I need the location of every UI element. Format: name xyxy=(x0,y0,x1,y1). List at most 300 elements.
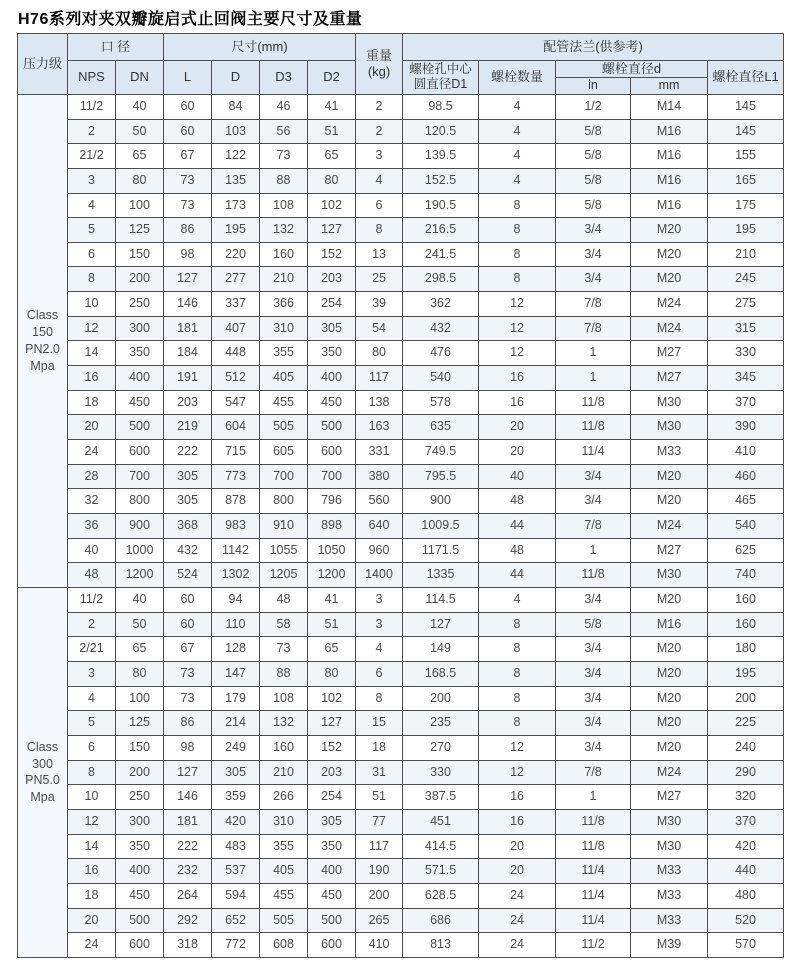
data-cell: 350 xyxy=(308,341,356,366)
data-cell: 275 xyxy=(708,292,784,317)
data-cell: 524 xyxy=(164,563,212,588)
data-cell: M30 xyxy=(631,563,708,588)
data-cell: 448 xyxy=(212,341,260,366)
data-cell: 265 xyxy=(356,908,403,933)
data-cell: 160 xyxy=(260,242,308,267)
data-cell: 3 xyxy=(68,661,116,686)
data-cell: 10 xyxy=(68,292,116,317)
data-cell: M20 xyxy=(631,735,708,760)
data-cell: 73 xyxy=(260,144,308,169)
data-cell: 6 xyxy=(356,661,403,686)
data-cell: 264 xyxy=(164,883,212,908)
data-cell: 640 xyxy=(356,514,403,539)
data-cell: 11/2 xyxy=(556,933,631,958)
data-cell: M20 xyxy=(631,588,708,613)
data-cell: 400 xyxy=(116,859,164,884)
pressure-class-cell: Class 300 PN5.0 Mpa xyxy=(18,588,68,958)
data-cell: 500 xyxy=(308,415,356,440)
data-cell: 14 xyxy=(68,834,116,859)
table-row xyxy=(18,464,784,489)
data-cell: 420 xyxy=(708,834,784,859)
header-row-1 xyxy=(18,34,784,61)
data-cell: 337 xyxy=(212,292,260,317)
data-cell: 14 xyxy=(68,341,116,366)
data-cell: M27 xyxy=(631,366,708,391)
data-cell: 58 xyxy=(260,612,308,637)
data-cell: 152 xyxy=(308,735,356,760)
data-cell: 450 xyxy=(308,390,356,415)
data-cell: 355 xyxy=(260,834,308,859)
data-cell: 80 xyxy=(308,661,356,686)
data-cell: 700 xyxy=(116,464,164,489)
data-cell: 73 xyxy=(260,637,308,662)
table-row xyxy=(18,637,784,662)
data-cell: 11/8 xyxy=(556,563,631,588)
data-cell: 191 xyxy=(164,366,212,391)
header-d3: D3 xyxy=(260,61,308,95)
data-cell: 537 xyxy=(212,859,260,884)
data-cell: 12 xyxy=(68,809,116,834)
data-cell: M27 xyxy=(631,538,708,563)
data-cell: M20 xyxy=(631,218,708,243)
data-cell: 5 xyxy=(68,218,116,243)
data-cell: 2 xyxy=(356,119,403,144)
data-cell: M20 xyxy=(631,242,708,267)
table-row xyxy=(18,834,784,859)
data-cell: 450 xyxy=(308,883,356,908)
data-cell: M33 xyxy=(631,440,708,465)
data-cell: 200 xyxy=(116,267,164,292)
table-row xyxy=(18,489,784,514)
data-cell: 12 xyxy=(479,341,556,366)
data-cell: 18 xyxy=(68,883,116,908)
data-cell: 48 xyxy=(260,588,308,613)
data-cell: 60 xyxy=(164,94,212,119)
data-cell: 15 xyxy=(356,711,403,736)
table-row xyxy=(18,538,784,563)
data-cell: 8 xyxy=(479,193,556,218)
data-cell: 25 xyxy=(356,267,403,292)
data-cell: 132 xyxy=(260,711,308,736)
data-cell: 2/21 xyxy=(68,637,116,662)
data-cell: 3/4 xyxy=(556,242,631,267)
data-cell: 108 xyxy=(260,193,308,218)
data-cell: 180 xyxy=(708,637,784,662)
table-row xyxy=(18,341,784,366)
data-cell: 608 xyxy=(260,933,308,958)
data-cell: 4 xyxy=(479,94,556,119)
data-cell: 103 xyxy=(212,119,260,144)
data-cell: M24 xyxy=(631,514,708,539)
data-cell: 476 xyxy=(403,341,479,366)
data-cell: M16 xyxy=(631,193,708,218)
data-cell: 483 xyxy=(212,834,260,859)
data-cell: 65 xyxy=(308,637,356,662)
data-cell: 1 xyxy=(556,538,631,563)
data-cell: 1200 xyxy=(116,563,164,588)
data-cell: 11/2 xyxy=(68,94,116,119)
data-cell: 163 xyxy=(356,415,403,440)
header-unit-in: in xyxy=(556,78,631,95)
data-cell: 1335 xyxy=(403,563,479,588)
data-cell: 24 xyxy=(479,908,556,933)
data-cell: 310 xyxy=(260,809,308,834)
table-row xyxy=(18,267,784,292)
data-cell: 86 xyxy=(164,711,212,736)
data-cell: 366 xyxy=(260,292,308,317)
data-cell: 20 xyxy=(479,834,556,859)
table-row xyxy=(18,218,784,243)
data-cell: M20 xyxy=(631,711,708,736)
data-cell: 5 xyxy=(68,711,116,736)
data-cell: M20 xyxy=(631,661,708,686)
data-cell: 145 xyxy=(708,119,784,144)
data-cell: 813 xyxy=(403,933,479,958)
data-cell: 4 xyxy=(356,168,403,193)
header-nps: NPS xyxy=(68,61,116,95)
data-cell: 210 xyxy=(260,760,308,785)
data-cell: 127 xyxy=(308,711,356,736)
data-cell: 50 xyxy=(116,119,164,144)
data-cell: 290 xyxy=(708,760,784,785)
data-cell: 73 xyxy=(164,661,212,686)
data-cell: 3/4 xyxy=(556,218,631,243)
data-cell: 1009.5 xyxy=(403,514,479,539)
data-cell: 1400 xyxy=(356,563,403,588)
data-cell: 80 xyxy=(116,168,164,193)
data-cell: 8 xyxy=(356,218,403,243)
data-cell: 405 xyxy=(260,859,308,884)
data-cell: 16 xyxy=(479,785,556,810)
data-cell: 67 xyxy=(164,637,212,662)
data-cell: 625 xyxy=(708,538,784,563)
data-cell: 320 xyxy=(708,785,784,810)
data-cell: 407 xyxy=(212,316,260,341)
data-cell: 127 xyxy=(403,612,479,637)
data-cell: 40 xyxy=(116,94,164,119)
data-cell: 73 xyxy=(164,686,212,711)
pressure-section xyxy=(18,588,784,958)
data-cell: 983 xyxy=(212,514,260,539)
data-cell: 48 xyxy=(68,563,116,588)
header-bolt-dia: 螺栓直径d xyxy=(556,61,708,78)
data-cell: 1/2 xyxy=(556,94,631,119)
data-cell: 410 xyxy=(356,933,403,958)
header-d2: D2 xyxy=(308,61,356,95)
data-cell: 152.5 xyxy=(403,168,479,193)
table-row xyxy=(18,933,784,958)
data-cell: 368 xyxy=(164,514,212,539)
data-cell: 3/4 xyxy=(556,588,631,613)
data-cell: 20 xyxy=(479,859,556,884)
data-cell: 414.5 xyxy=(403,834,479,859)
table-row xyxy=(18,686,784,711)
data-cell: 898 xyxy=(308,514,356,539)
data-cell: 1200 xyxy=(308,563,356,588)
data-cell: 60 xyxy=(164,612,212,637)
data-cell: M20 xyxy=(631,637,708,662)
data-cell: 20 xyxy=(479,415,556,440)
data-cell: 432 xyxy=(403,316,479,341)
data-cell: 1142 xyxy=(212,538,260,563)
data-cell: 184 xyxy=(164,341,212,366)
data-cell: 500 xyxy=(308,908,356,933)
data-cell: 3/4 xyxy=(556,735,631,760)
data-cell: 235 xyxy=(403,711,479,736)
data-cell: 146 xyxy=(164,292,212,317)
data-cell: M20 xyxy=(631,267,708,292)
data-cell: M24 xyxy=(631,316,708,341)
data-cell: 132 xyxy=(260,218,308,243)
data-cell: 18 xyxy=(356,735,403,760)
data-cell: 86 xyxy=(164,218,212,243)
data-cell: 94 xyxy=(212,588,260,613)
table-row xyxy=(18,785,784,810)
data-cell: 12 xyxy=(479,292,556,317)
data-cell: M24 xyxy=(631,760,708,785)
table-row xyxy=(18,588,784,613)
data-cell: 135 xyxy=(212,168,260,193)
header-d: D xyxy=(212,61,260,95)
data-cell: 24 xyxy=(479,933,556,958)
data-cell: M20 xyxy=(631,464,708,489)
data-cell: 1 xyxy=(556,785,631,810)
header-unit-mm: mm xyxy=(631,78,708,95)
data-cell: 8 xyxy=(479,661,556,686)
table-row xyxy=(18,760,784,785)
data-cell: M20 xyxy=(631,686,708,711)
data-cell: 7/8 xyxy=(556,760,631,785)
data-cell: 12 xyxy=(479,760,556,785)
data-cell: 8 xyxy=(68,267,116,292)
data-cell: 40 xyxy=(116,588,164,613)
data-cell: 500 xyxy=(116,415,164,440)
data-cell: 451 xyxy=(403,809,479,834)
data-cell: 13 xyxy=(356,242,403,267)
data-cell: 80 xyxy=(308,168,356,193)
data-cell: 355 xyxy=(260,341,308,366)
data-cell: 1302 xyxy=(212,563,260,588)
data-cell: 114.5 xyxy=(403,588,479,613)
data-cell: 39 xyxy=(356,292,403,317)
data-cell: 216.5 xyxy=(403,218,479,243)
data-cell: 150 xyxy=(116,735,164,760)
data-cell: 8 xyxy=(479,637,556,662)
data-cell: 31 xyxy=(356,760,403,785)
table-row xyxy=(18,563,784,588)
data-cell: 540 xyxy=(403,366,479,391)
data-cell: 88 xyxy=(260,661,308,686)
data-cell: 715 xyxy=(212,440,260,465)
data-cell: 117 xyxy=(356,834,403,859)
data-cell: 350 xyxy=(308,834,356,859)
data-cell: 65 xyxy=(116,637,164,662)
data-cell: 1055 xyxy=(260,538,308,563)
data-cell: 16 xyxy=(68,366,116,391)
data-cell: 480 xyxy=(708,883,784,908)
data-cell: 270 xyxy=(403,735,479,760)
data-cell: 594 xyxy=(212,883,260,908)
data-cell: 160 xyxy=(708,612,784,637)
data-cell: 1000 xyxy=(116,538,164,563)
header-bore: 口 径 xyxy=(68,34,164,61)
data-cell: 4 xyxy=(68,686,116,711)
data-cell: 36 xyxy=(68,514,116,539)
table-row xyxy=(18,415,784,440)
data-cell: 98.5 xyxy=(403,94,479,119)
data-cell: 222 xyxy=(164,440,212,465)
data-cell: 1 xyxy=(556,366,631,391)
data-cell: 100 xyxy=(116,193,164,218)
data-cell: 24 xyxy=(68,933,116,958)
data-cell: 7/8 xyxy=(556,292,631,317)
data-cell: 181 xyxy=(164,809,212,834)
data-cell: 11/4 xyxy=(556,883,631,908)
data-cell: 232 xyxy=(164,859,212,884)
data-cell: 635 xyxy=(403,415,479,440)
table-row xyxy=(18,366,784,391)
data-cell: 155 xyxy=(708,144,784,169)
data-cell: 331 xyxy=(356,440,403,465)
data-cell: 305 xyxy=(212,760,260,785)
data-cell: 432 xyxy=(164,538,212,563)
data-cell: 1171.5 xyxy=(403,538,479,563)
data-cell: 505 xyxy=(260,415,308,440)
data-cell: 5/8 xyxy=(556,144,631,169)
data-cell: 3 xyxy=(356,588,403,613)
data-cell: 292 xyxy=(164,908,212,933)
data-cell: 110 xyxy=(212,612,260,637)
data-cell: M14 xyxy=(631,94,708,119)
data-cell: 48 xyxy=(479,538,556,563)
data-cell: 220 xyxy=(212,242,260,267)
data-cell: 51 xyxy=(308,119,356,144)
data-cell: 88 xyxy=(260,168,308,193)
data-cell: 28 xyxy=(68,464,116,489)
data-cell: 11/8 xyxy=(556,415,631,440)
data-cell: 146 xyxy=(164,785,212,810)
data-cell: 16 xyxy=(479,809,556,834)
data-cell: 305 xyxy=(164,464,212,489)
data-cell: 600 xyxy=(308,440,356,465)
data-cell: 4 xyxy=(356,637,403,662)
data-cell: 370 xyxy=(708,809,784,834)
data-cell: 628.5 xyxy=(403,883,479,908)
header-weight-label: 重量 xyxy=(366,48,393,64)
data-cell: 149 xyxy=(403,637,479,662)
data-cell: 6 xyxy=(356,193,403,218)
data-cell: M30 xyxy=(631,415,708,440)
data-cell: 102 xyxy=(308,686,356,711)
data-cell: 505 xyxy=(260,908,308,933)
data-cell: 24 xyxy=(479,883,556,908)
data-cell: 8 xyxy=(356,686,403,711)
table-header xyxy=(18,34,784,95)
data-cell: 11/2 xyxy=(68,588,116,613)
data-cell: 298.5 xyxy=(403,267,479,292)
data-cell: 80 xyxy=(116,661,164,686)
data-cell: 362 xyxy=(403,292,479,317)
data-cell: 190.5 xyxy=(403,193,479,218)
table-row xyxy=(18,94,784,119)
data-cell: 605 xyxy=(260,440,308,465)
table-row xyxy=(18,168,784,193)
data-cell: 330 xyxy=(708,341,784,366)
table-row xyxy=(18,316,784,341)
data-cell: 465 xyxy=(708,489,784,514)
spec-table xyxy=(17,33,784,958)
data-cell: 4 xyxy=(68,193,116,218)
page-title: H76系列对夹双瓣旋启式止回阀主要尺寸及重量 xyxy=(18,11,363,28)
data-cell: 266 xyxy=(260,785,308,810)
header-bolt-qty: 螺栓数量 xyxy=(479,61,556,95)
data-cell: 5/8 xyxy=(556,168,631,193)
data-cell: 455 xyxy=(260,883,308,908)
table-row xyxy=(18,193,784,218)
data-cell: 330 xyxy=(403,760,479,785)
data-cell: 168.5 xyxy=(403,661,479,686)
header-weight-unit: (kg) xyxy=(367,63,391,79)
data-cell: 20 xyxy=(68,908,116,933)
data-cell: 210 xyxy=(708,242,784,267)
pressure-section xyxy=(18,94,784,587)
data-cell: 152 xyxy=(308,242,356,267)
table-row xyxy=(18,242,784,267)
data-cell: 254 xyxy=(308,785,356,810)
data-cell: 277 xyxy=(212,267,260,292)
data-cell: 8 xyxy=(479,612,556,637)
data-cell: 305 xyxy=(164,489,212,514)
data-cell: 520 xyxy=(708,908,784,933)
data-cell: M24 xyxy=(631,292,708,317)
data-cell: 138 xyxy=(356,390,403,415)
data-cell: 120.5 xyxy=(403,119,479,144)
data-cell: 40 xyxy=(68,538,116,563)
data-cell: 8 xyxy=(479,218,556,243)
data-cell: 1050 xyxy=(308,538,356,563)
data-cell: 160 xyxy=(708,588,784,613)
data-cell: 315 xyxy=(708,316,784,341)
data-cell: 1 xyxy=(556,341,631,366)
data-cell: 181 xyxy=(164,316,212,341)
data-cell: 16 xyxy=(479,366,556,391)
data-cell: 5/8 xyxy=(556,193,631,218)
data-cell: 700 xyxy=(308,464,356,489)
data-cell: 200 xyxy=(116,760,164,785)
header-bolt-l1: 螺栓直径L1 xyxy=(708,61,784,95)
data-cell: 686 xyxy=(403,908,479,933)
data-cell: 179 xyxy=(212,686,260,711)
data-cell: 3/4 xyxy=(556,464,631,489)
data-cell: 41 xyxy=(308,588,356,613)
data-cell: 604 xyxy=(212,415,260,440)
data-cell: 400 xyxy=(116,366,164,391)
data-cell: 350 xyxy=(116,834,164,859)
data-cell: 117 xyxy=(356,366,403,391)
data-cell: 41 xyxy=(308,94,356,119)
data-cell: 127 xyxy=(164,760,212,785)
data-cell: 245 xyxy=(708,267,784,292)
data-cell: 2 xyxy=(68,119,116,144)
data-cell: 4 xyxy=(479,588,556,613)
data-cell: 195 xyxy=(708,218,784,243)
data-cell: 878 xyxy=(212,489,260,514)
data-cell: 3/4 xyxy=(556,267,631,292)
data-cell: 3/4 xyxy=(556,686,631,711)
table-row xyxy=(18,711,784,736)
data-cell: 3/4 xyxy=(556,661,631,686)
table-row xyxy=(18,119,784,144)
